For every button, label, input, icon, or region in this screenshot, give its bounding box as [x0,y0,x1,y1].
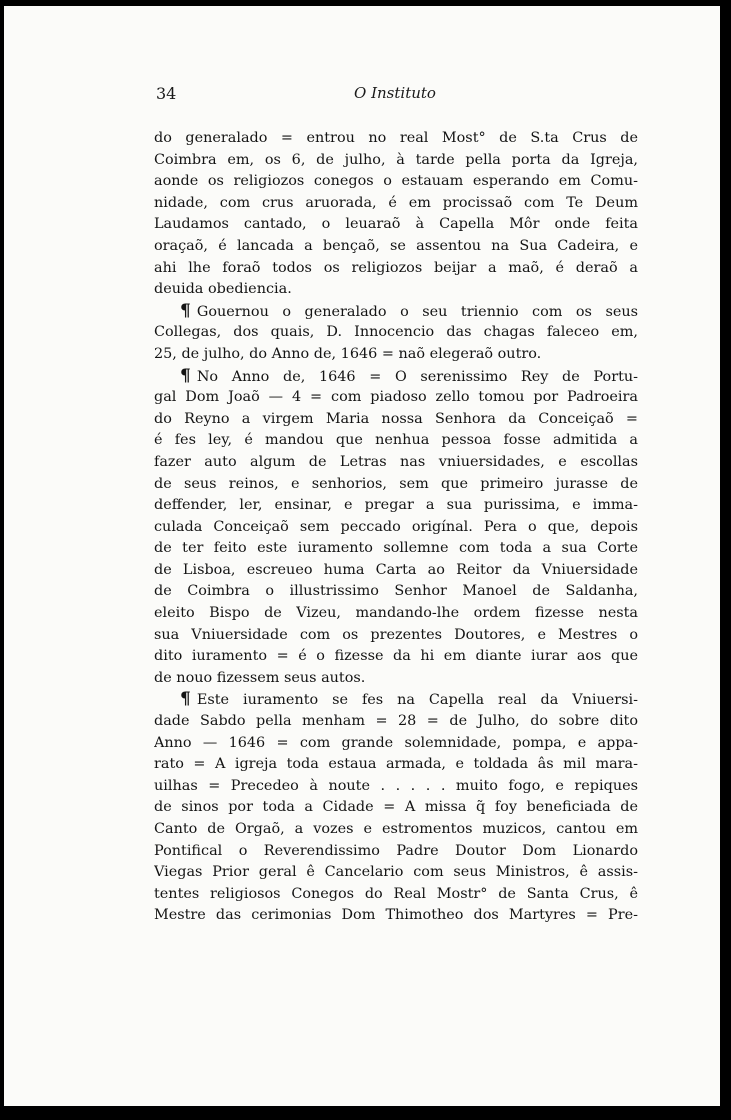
text-line [154,689,638,711]
paragraph-3 [154,366,638,690]
text-line: oraçaõ, é lancada a bençaõ, se assentou na Sua Cadeira, e [154,237,638,254]
text-line: do Reyno a virgem Maria nossa Senhora da Conceiçaõ = [154,410,638,427]
text-line-content: Gouernou o generalado o seu triennio com os seus [196,303,638,320]
page-header [156,84,634,106]
text-line: Viegas Prior geral ê Cancelario com seus Ministros, ê assis- [154,864,638,881]
text-line: dito iuramento = é o fizesse da hi em diante iurar aos que [154,648,638,665]
text-line: Anno — 1646 = com grande solemnidade, pompa, e appa- [154,734,638,751]
text-line: deffender, ler, ensinar, e pregar a sua purissima, e imma- [154,497,638,514]
text-line: aonde os religiozos conegos o estauam esperando em Comu- [154,173,638,190]
running-title: O Instituto [354,84,436,102]
text-line: dade Sabdo pella menham = 28 = de Julho, do sobre dito [154,713,638,730]
paragraph-4 [154,689,638,927]
text-line: 25, de julho, do Anno de, 1646 = naõ elegeraõ outro. [154,345,542,362]
text-line: sua Vniuersidade com os prezentes Doutores, e Mestres o [154,626,638,643]
text-line: culada Conceiçaõ sem peccado origínal. Pera o que, depois [154,518,638,535]
text-line: tentes religiosos Conegos do Real Mostr° de Santa Crus, ê [154,885,638,902]
text-line: é fes ley, é mandou que nenhua pessoa fosse admitida a [154,432,638,449]
pilcrow-icon: ¶ [180,689,191,710]
text-line: Laudamos cantado, o leuaraõ à Capella Môr onde feita [154,216,638,233]
text-line: de seus reinos, e senhorios, sem que primeiro jurasse de [154,475,638,492]
text-line: fazer auto algum de Letras nas vniuersidades, e escollas [154,453,638,470]
text-line: Coimbra em, os 6, de julho, à tarde pella porta da Igreja, [154,151,638,168]
paragraph-2 [154,301,638,366]
text-line: Collegas, dos quais, D. Innocencio das chagas faleceo em, [154,324,638,341]
text-line: Pontifical o Reverendissimo Padre Doutor Dom Lionardo [154,842,638,859]
page-number: 34 [156,84,177,103]
text-line: rato = A igreja toda estaua armada, e toldada âs mil mara- [154,756,638,773]
text-line: deuida obediencia. [154,281,292,298]
book-page [4,6,720,1106]
text-line: de Lisboa, escreueo huma Carta ao Reitor da Vniuersidade [154,561,638,578]
text-line: uilhas = Precedeo à noute . . . . . muito fogo, e repiques [154,777,638,794]
text-line: Mestre das cerimonias Dom Thimotheo dos Martyres = Pre- [154,907,638,924]
pilcrow-icon: ¶ [180,365,191,386]
text-line: do generalado = entrou no real Most° de S.ta Crus de [154,130,638,146]
text-line: Canto de Orgaõ, a vozes e estromentos muzicos, cantou em [154,821,638,837]
text-line-content: Este iuramento se fes na Capella real da Vniuersi- [196,692,638,709]
text-line: de ter feito este iuramento sollemne com toda a sua Corte [154,540,638,557]
paragraph-1 [154,128,638,301]
body-text [154,128,638,927]
text-line: nidade, com crus aruorada, é em procissaõ com Te Deum [154,194,638,211]
text-line: gal Dom Joaõ — 4 = com piadoso zello tomou por Padroeira [154,389,638,406]
text-line [154,301,638,323]
text-line-content: No Anno de, 1646 = O serenissimo Rey de Portu- [196,368,638,385]
text-line [154,366,638,388]
text-line: de sinos por toda a Cidade = A missa q̃ foy beneficiada de [154,799,638,816]
text-line: ahi lhe foraõ todos os religiozos beijar a maõ, é deraõ a [154,259,638,276]
pilcrow-icon: ¶ [180,300,191,321]
text-line: de nouo fizessem seus autos. [154,669,366,686]
text-line: eleito Bispo de Vizeu, mandando-lhe ordem fizesse nesta [154,605,638,622]
text-line: de Coimbra o illustrissimo Senhor Manoel de Saldanha, [154,583,638,600]
